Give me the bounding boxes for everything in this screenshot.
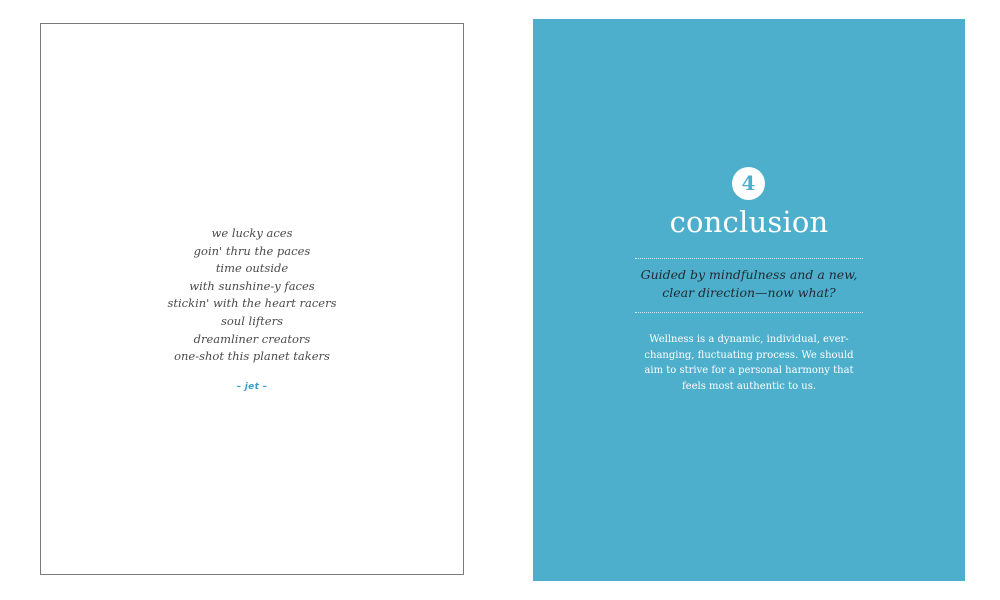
poem-line: time outside bbox=[215, 261, 289, 276]
poem-line: dreamliner creators bbox=[193, 331, 311, 346]
chapter-subtitle bbox=[533, 266, 965, 302]
body-line: feels most authentic to us. bbox=[681, 380, 817, 392]
divider-top bbox=[635, 258, 863, 259]
left-page bbox=[40, 23, 464, 575]
divider-bottom bbox=[635, 312, 863, 313]
poem-line: goin' thru the paces bbox=[193, 243, 311, 258]
chapter-number-badge: 4 bbox=[732, 167, 765, 200]
body-line: aim to strive for a personal harmony that bbox=[644, 365, 854, 376]
poem bbox=[41, 225, 463, 392]
poem-line: soul lifters bbox=[220, 313, 283, 328]
poem-line: with sunshine-y faces bbox=[189, 278, 315, 293]
right-page bbox=[533, 19, 965, 581]
subtitle-line: Guided by mindfulness and a new, bbox=[640, 267, 858, 282]
body-line: changing, fluctuating process. We should bbox=[644, 349, 854, 361]
poem-line: we lucky aces bbox=[211, 226, 293, 240]
chapter-title: conclusion bbox=[669, 205, 829, 239]
chapter-intro-text bbox=[639, 332, 859, 394]
poem-line: one-shot this planet takers bbox=[174, 349, 330, 364]
poem-line: stickin' with the heart racers bbox=[167, 296, 337, 311]
body-line: Wellness is a dynamic, individual, ever- bbox=[649, 334, 849, 345]
poem-signature: – jet – bbox=[236, 381, 268, 392]
subtitle-line: clear direction—now what? bbox=[662, 285, 836, 300]
